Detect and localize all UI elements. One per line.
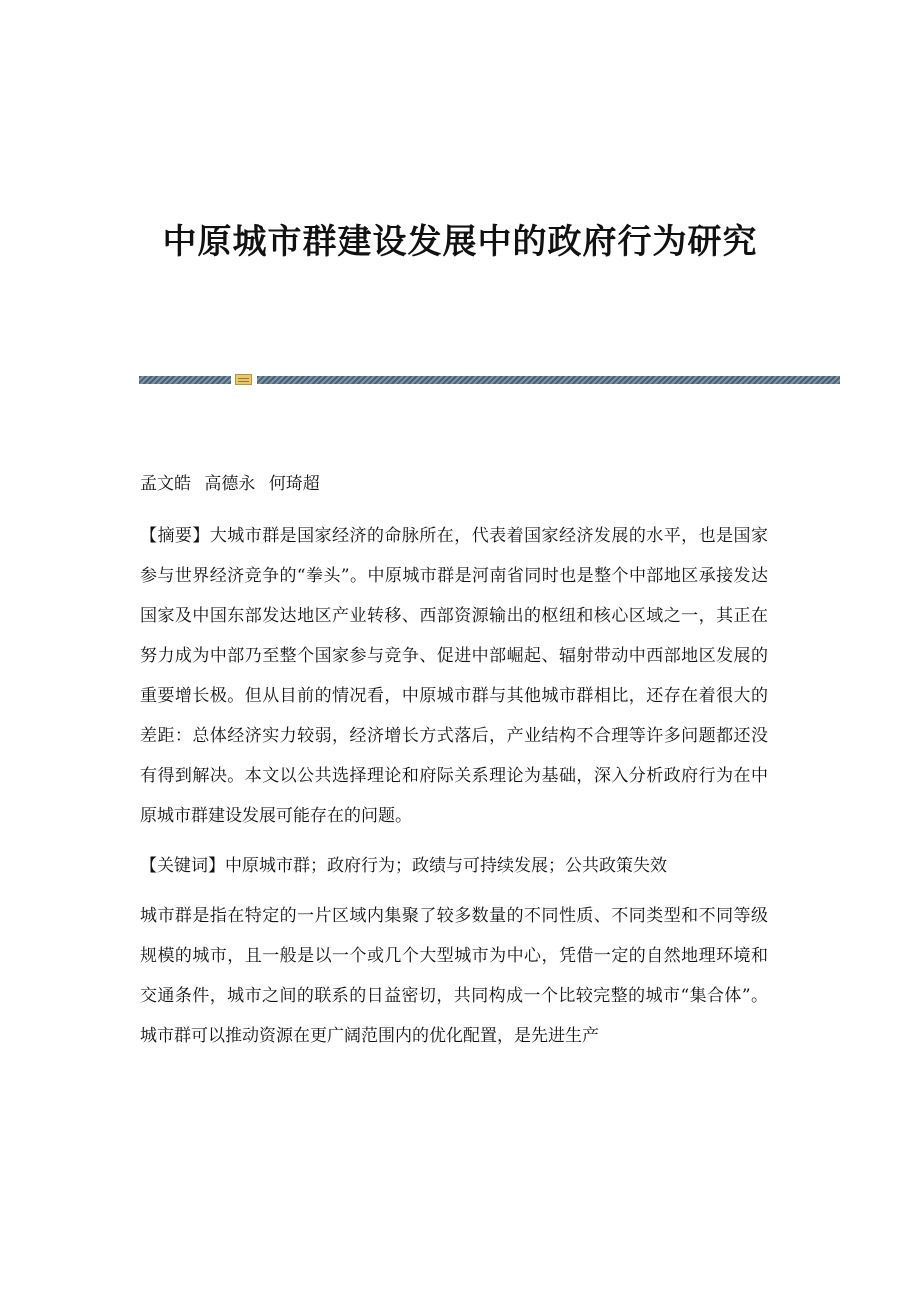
author-name: 何琦超: [268, 474, 320, 494]
author-list: [140, 466, 768, 502]
body-paragraph: 城市群是指在特定的一片区域内集聚了较多数量的不同性质、不同类型和不同等级规模的城市，且一般是以一个或几个大型城市为中心，凭借一定的自然地理环境和交通条件，城市之间的联系的日益密切，共同构成一个比较完整的城市“集合体”。城市群可以推动资源在更广阔范围内的优化配置，是先进生产: [140, 906, 768, 1046]
author-name: 高德永: [204, 474, 256, 494]
keywords-paragraph: [140, 848, 768, 884]
keywords-text: 中原城市群；政府行为；政绩与可持续发展；公共政策失效: [225, 856, 667, 876]
keywords-label: 【关键词】: [140, 856, 225, 876]
paper-content: [140, 466, 768, 1068]
divider-bar-left: [139, 376, 231, 384]
abstract-paragraph: [140, 516, 768, 836]
author-name: 孟文皓: [140, 474, 191, 494]
divider-bar-right: [257, 376, 840, 384]
divider-ornament-icon: [235, 374, 252, 385]
title-divider: [139, 374, 840, 386]
abstract-text: 大城市群是国家经济的命脉所在，代表着国家经济发展的水平，也是国家参与世界经济竞争的“拳头”。中原城市群是河南省同时也是整个中部地区承接发达国家及中国东部发达地区产业转移、西部资源输出的枢纽和核心区域之一，其正在努力成为中部乃至整个国家参与竞争、促进中部崛起、辐射带动中西部地区发展的重要增长极。但从目前的情况看，中原城市群与其他城市群相比，还存在着很大的差距：总体经济实力较弱，经济增长方式落后，产业结构不合理等许多问题都还没有得到解决。本文以公共选择理论和府际关系理论为基础，深入分析政府行为在中原城市群建设发展可能存在的问题。: [140, 526, 769, 826]
paper-title: 中原城市群建设发展中的政府行为研究: [162, 222, 758, 262]
abstract-label: 【摘要】: [140, 526, 210, 546]
